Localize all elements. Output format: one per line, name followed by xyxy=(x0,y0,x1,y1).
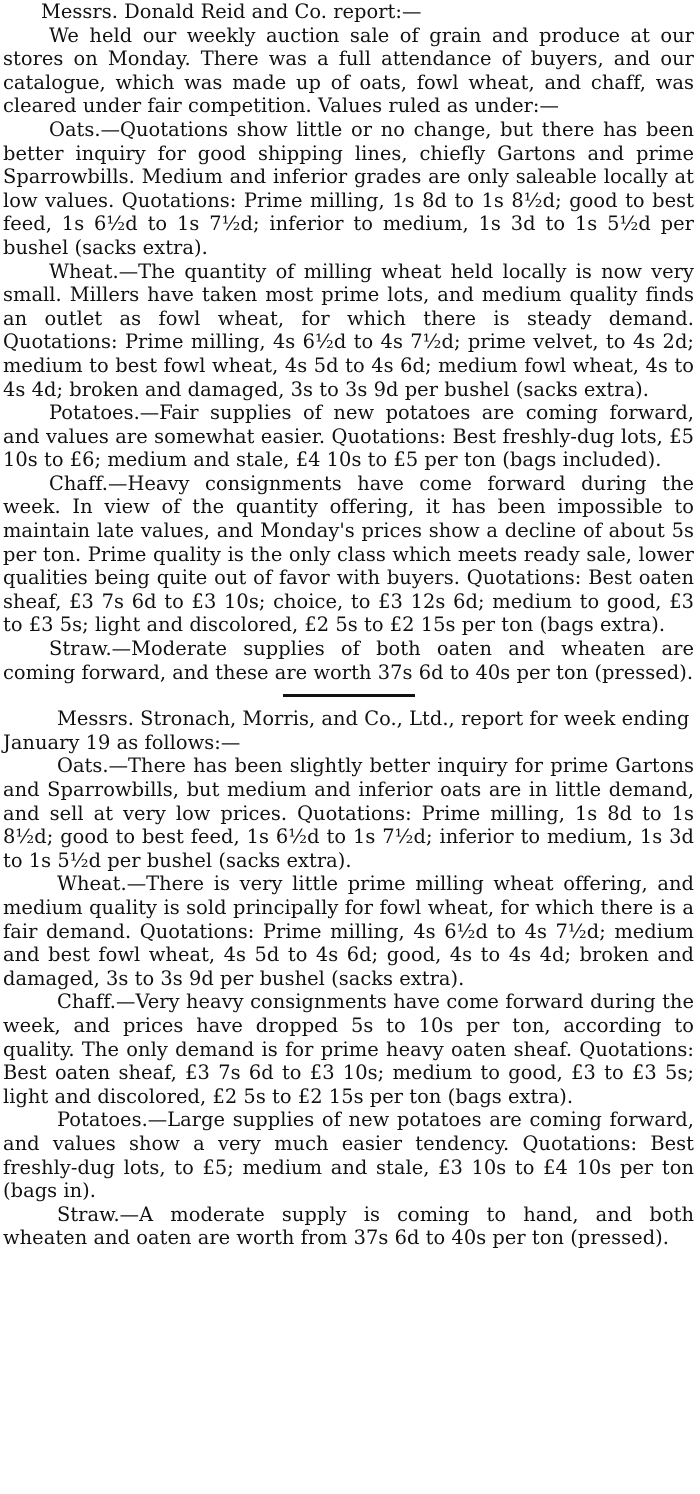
oats-paragraph: Oats.—There has been slightly better inquiry for prime Gartons and Sparrowbills, but medium and inferior oats are in little demand, and sell at very low prices. Quotations: Prime milling, 1s 8d to 1s 8½d; good to best feed, 1s 6½d to 1s 7½d; inferior to medium, 1s 3d to 1s 5½d per bushel (sacks extra). xyxy=(3,754,694,872)
report-intro-paragraph: We held our weekly auction sale of grain and produce at our stores on Monday. There was a full attendance of buyers, and our catalogue, which was made up of oats, fowl wheat, and chaff, was cleared under fair competition. Values ruled as under:— xyxy=(3,23,694,118)
report-stronach-morris xyxy=(3,707,694,1250)
wheat-paragraph: Wheat.—The quantity of milling wheat held locally is now very small. Millers have taken most prime lots, and medium quality finds an outlet as fowl wheat, for which there is steady demand. Quotations: Prime milling, 4s 6½d to 4s 7½d; prime velvet, to 4s 2d; medium to best fowl wheat, 4s 5d to 4s 6d; medium fowl wheat, 4s to 4s 4d; broken and damaged, 3s to 3s 9d per bushel (sacks extra). xyxy=(3,259,694,401)
straw-paragraph: Straw.—Moderate supplies of both oaten and wheaten are coming forward, and these are worth 37s 6d to 40s per ton (pressed). xyxy=(3,637,694,684)
oats-paragraph: Oats.—Quotations show little or no change, but there has been better inquiry for good shipping lines, chiefly Gartons and prime Sparrowbills. Medium and inferior grades are only saleable locally at low values. Quotations: Prime milling, 1s 8d to 1s 8½d; good to best feed, 1s 6½d to 1s 7½d; inferior to medium, 1s 3d to 1s 5½d per bushel (sacks extra). xyxy=(3,117,694,259)
report-heading: Messrs. Donald Reid and Co. report:— xyxy=(41,0,422,23)
potatoes-paragraph: Potatoes.—Large supplies of new potatoes are coming forward, and values show a very much easier tendency. Quotations: Best freshly-dug lots, to £5; medium and stale, £3 10s to £4 10s per ton (bags in). xyxy=(3,1108,694,1203)
chaff-paragraph: Chaff.—Very heavy consignments have come forward during the week, and prices have dropped 5s to 10s per ton, according to quality. The only demand is for prime heavy oaten sheaf. Quotations: Best oaten sheaf, £3 7s 6d to £3 10s; medium to good, £3 to £3 5s; light and discolored, £2 5s to £2 15s per ton (bags extra). xyxy=(3,990,694,1108)
section-divider xyxy=(283,694,415,697)
straw-paragraph: Straw.—A moderate supply is coming to hand, and both wheaten and oaten are worth from 37s 6d to 40s per ton (pressed). xyxy=(3,1202,694,1250)
report-donald-reid xyxy=(3,0,694,684)
potatoes-paragraph: Potatoes.—Fair supplies of new potatoes are coming forward, and values are somewhat easier. Quotations: Best freshly-dug lots, £5 10s to £6; medium and stale, £4 10s to £5 per ton (bags included). xyxy=(3,401,694,472)
report-heading: Messrs. Stronach, Morris, and Co., Ltd., report for week ending January 19 as follows:— xyxy=(3,707,690,754)
chaff-paragraph: Chaff.—Heavy consignments have come forward during the week. In view of the quantity offering, it has been impossible to maintain late values, and Monday's prices show a decline of about 5s per ton. Prime quality is the only class which meets ready sale, lower qualities being quite out of favor with buyers. Quotations: Best oaten sheaf, £3 7s 6d to £3 10s; choice, to £3 12s 6d; medium to good, £3 to £3 5s; light and discolored, £2 5s to £2 15s per ton (bags extra). xyxy=(3,471,694,637)
wheat-paragraph: Wheat.—There is very little prime milling wheat offering, and medium quality is sold principally for fowl wheat, for which there is a fair demand. Quotations: Prime milling, 4s 6½d to 4s 7½d; medium and best fowl wheat, 4s 5d to 4s 6d; good, 4s to 4s 4d; broken and damaged, 3s to 3s 9d per bushel (sacks extra). xyxy=(3,872,694,990)
